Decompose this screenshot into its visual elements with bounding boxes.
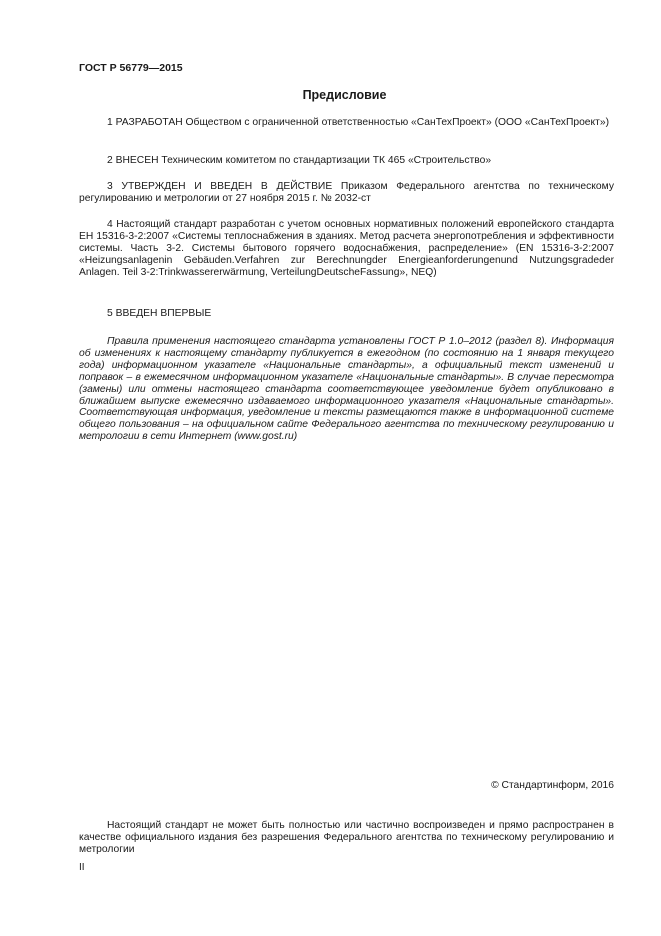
paragraph-introduced-by: 2 ВНЕСЕН Техническим комитетом по стандартизации ТК 465 «Строительство»	[107, 155, 492, 166]
paragraph-based-on-standard: 4 Настоящий стандарт разработан с учетом основных нормативных положений европейского стандарта ЕН 15316-3-2:2007 «Системы теплоснабжения в зданиях. Метод расчета энергопотребления и эффективности системы. Часть 3-2. Системы бытового горячего водоснабжения, распределение» (EN 15316-3-2:2007 «Heizungsanlagenin Gebäuden.Verfahren zur Berechnungder Energieanforderungenund Nutzungsgradeder Anlagen. Teil 3-2:Trinkwassererwärmung, VerteilungDeutscheFassung», NEQ)	[79, 219, 614, 278]
copyright-notice: © Стандартинформ, 2016	[491, 780, 614, 791]
section-title: Предисловие	[302, 88, 387, 102]
reproduction-notice: Настоящий стандарт не может быть полностью или частично воспроизведен и прямо распространен в качестве официального издания без разрешения Федерального агентства по техническому регулированию и метрологии	[79, 820, 614, 855]
paragraph-application-rules: Правила применения настоящего стандарта установлены ГОСТ Р 1.0–2012 (раздел 8). Информация об изменениях к настоящему стандарту публикуется в ежегодном (по состоянию на 1 января текущего года) информационном указателе «Национальные стандарты», а официальный текст изменений и поправок – в ежемесячном информационном указателе «Национальные стандарты». В случае пересмотра (замены) или отмены настоящего стандарта соответствующее уведомление будет опубликовано в ближайшем выпуске ежемесячно издаваемого информационного указателя «Национальные стандарты». Соответствующая информация, уведомление и тексты размещаются также в информационной системе общего пользования – на официальном сайте Федерального агентства по техническому регулированию и метрологии в сети Интернет (www.gost.ru)	[79, 336, 614, 443]
paragraph-approved: 3 УТВЕРЖДЕН И ВВЕДЕН В ДЕЙСТВИЕ Приказом Федерального агентства по техническому регулированию и метрологии от 27 ноября 2015 г. № 2032-ст	[79, 181, 614, 204]
paragraph-developed-by: 1 РАЗРАБОТАН Обществом с ограниченной ответственностью «СанТехПроект» (ООО «СанТехПроект»)	[107, 117, 610, 128]
document-code: ГОСТ Р 56779—2015	[79, 62, 183, 74]
page-number: II	[79, 862, 85, 873]
paragraph-first-introduced: 5 ВВЕДЕН ВПЕРВЫЕ	[107, 308, 212, 319]
